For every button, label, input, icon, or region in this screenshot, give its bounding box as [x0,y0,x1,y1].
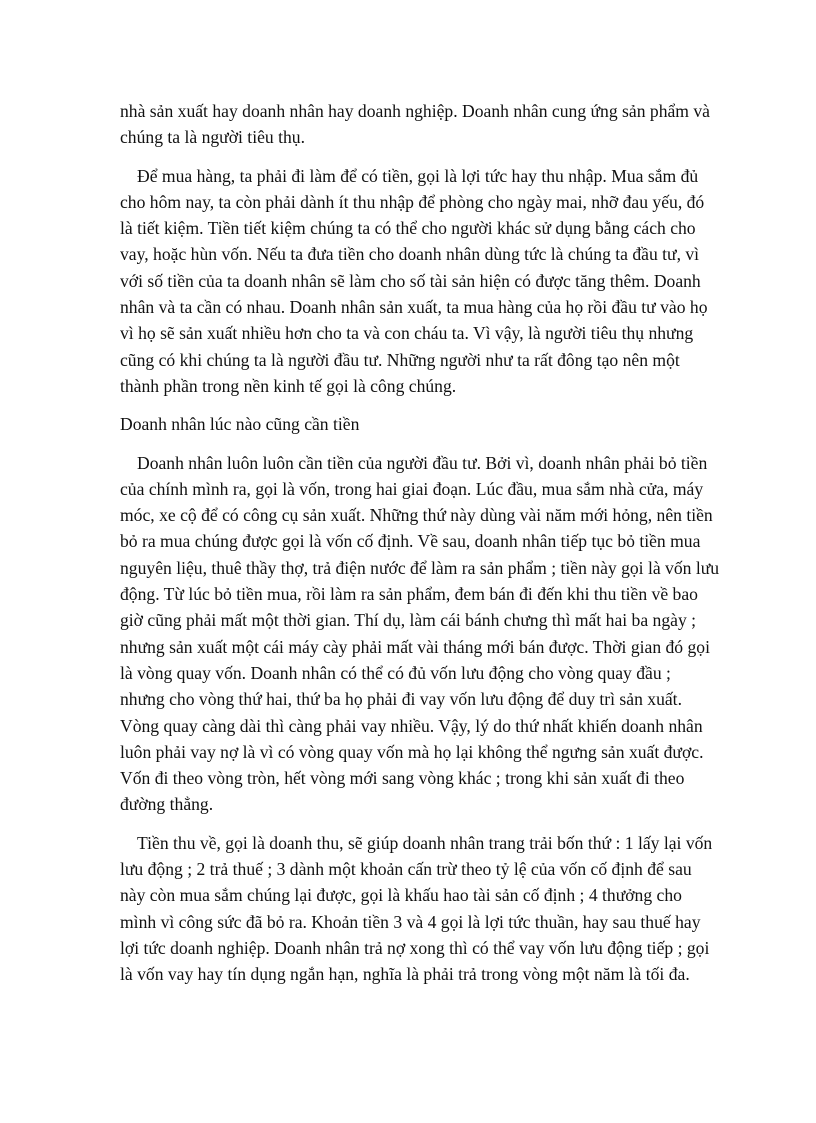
document-page [120,98,720,988]
paragraph-continuation: nhà sản xuất hay doanh nhân hay doanh nghiệp. Doanh nhân cung ứng sản phẩm và chúng ta là người tiêu thụ. [120,101,710,148]
section-heading: Doanh nhân lúc nào cũng cần tiền [120,414,360,435]
paragraph-revenue: Tiền thu về, gọi là doanh thu, sẽ giúp doanh nhân trang trải bốn thứ : 1 lấy lại vốn lưu động ; 2 trả thuế ; 3 dành một khoản cấn trừ theo tỷ lệ của vốn cố định để sau này còn mua sắm chúng lại được, gọi là khấu hao tài sản cố định ; 4 thưởng cho mình vì công sức đã bỏ ra. Khoản tiền 3 và 4 gọi là lợi tức thuần, hay sau thuế hay lợi tức doanh nghiệp. Doanh nhân trả nợ xong thì có thể vay vốn lưu động tiếp ; gọi là vốn vay hay tín dụng ngắn hạn, nghĩa là phải trả trong vòng một năm là tối đa. [120,832,713,985]
paragraph-capital-cycle: Doanh nhân luôn luôn cần tiền của người đầu tư. Bởi vì, doanh nhân phải bỏ tiền của chính mình ra, gọi là vốn, trong hai giai đoạn. Lúc đầu, mua sắm nhà cửa, máy móc, xe cộ để có công cụ sản xuất. Những thứ này dùng vài năm mới hỏng, nên tiền bỏ ra mua chúng được gọi là vốn cố định. Về sau, doanh nhân tiếp tục bỏ tiền mua nguyên liệu, thuê thầy thợ, trả điện nước để làm ra sản phẩm ; tiền này gọi là vốn lưu động. Từ lúc bỏ tiền mua, rồi làm ra sản phẩm, đem bán đi đến khi thu tiền về bao giờ cũng phải mất một thời gian. Thí dụ, làm cái bánh chưng thì mất hai ba ngày ; nhưng sản xuất một cái máy cày phải mất vài tháng mới bán được. Thời gian đó gọi là vòng quay vốn. Doanh nhân có thể có đủ vốn lưu động cho vòng quay đầu ; nhưng cho vòng thứ hai, thứ ba họ phải đi vay vốn lưu động để duy trì sản xuất. Vòng quay càng dài thì càng phải vay nhiều. Vậy, lý do thứ nhất khiến doanh nhân luôn phải vay nợ là vì có vòng quay vốn mà họ lại không thể ngưng sản xuất được. Vốn đi theo vòng tròn, hết vòng mới sang vòng khác ; trong khi sản xuất đi theo đường thẳng. [120,452,720,815]
paragraph-income-savings: Để mua hàng, ta phải đi làm để có tiền, gọi là lợi tức hay thu nhập. Mua sắm đủ cho hôm nay, ta còn phải dành ít thu nhập để phòng cho ngày mai, nhỡ đau yếu, đó là tiết kiệm. Tiền tiết kiệm chúng ta có thể cho người khác sử dụng bằng cách cho vay, hoặc hùn vốn. Nếu ta đưa tiền cho doanh nhân dùng tức là chúng ta đầu tư, vì với số tiền của ta doanh nhân sẽ làm cho số tài sản hiện có được tăng thêm. Doanh nhân và ta cần có nhau. Doanh nhân sản xuất, ta mua hàng của họ rồi đầu tư vào họ vì họ sẽ sản xuất nhiều hơn cho ta và con cháu ta. Vì vậy, là người tiêu thụ nhưng cũng có khi chúng ta là người đầu tư. Những người như ta rất đông tạo nên một thành phần trong nền kinh tế gọi là công chúng. [120,165,708,396]
